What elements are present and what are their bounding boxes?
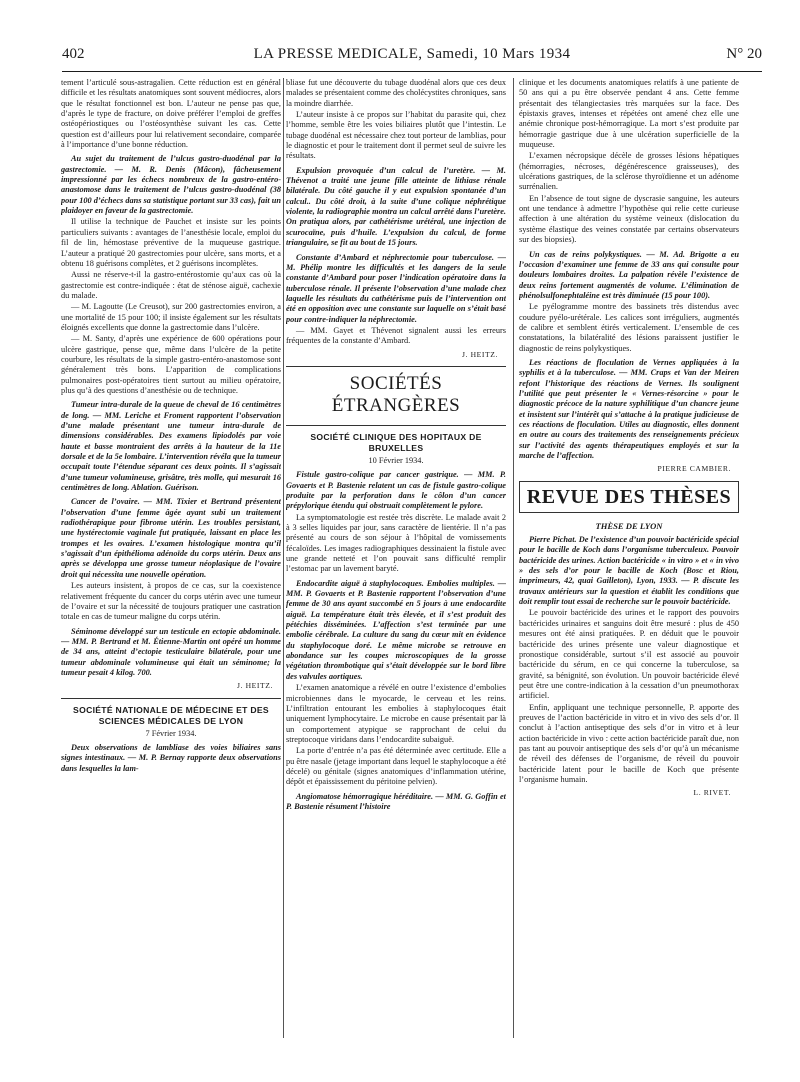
paragraph: L’examen nécropsique décèle de grosses lésions hépatiques (hémorragies, nécroses, dégénérescence graisseuses), des ulcérations gastriques, de la sclérose thyroïdienne et un adénome surrénalien. <box>519 151 739 192</box>
page-number: 402 <box>62 46 85 62</box>
society-date: 10 Février 1934. <box>368 455 424 465</box>
article-paragraph: Au sujet du traitement de l’ulcus gastro-duodénal par la gastrectomie. — M. R. Denis (Mâcon), fâcheusement impressionné par les échecs nombreux de la gastro-entéro-anastomose dans le traitement de l’ulcus gastro-duodénal (38 pour 100 d’échecs dans sa statistique portant sur 33 cas), fait un plaidoyer en faveur de la gastrectomie. <box>61 154 281 216</box>
paragraph: clinique et les documents anatomiques relatifs à une patiente de 50 ans qui a pu être observée pendant 4 ans. Cette femme présentait des télangiectasies très marquées sur la face. Des épistaxis graves, intenses et répétées ont amené chez elle une anémie chronique post-hémorragique. La mort s’est produite par hémorragie gastrique due à une ulcération superficielle de la muqueuse. <box>519 78 739 150</box>
signature: PIERRE CAMBIER. <box>657 464 731 474</box>
paragraph: La porte d’entrée n’a pas été déterminée avec certitude. Elle a pu être nasale (jetage important dans lequel le staphylocoque a été décelé) ou génitale (signes anatomiques d’inflammation utérine, dépôt et épaississement du péritoine pelvien). <box>286 746 506 787</box>
society-title: SOCIÉTÉ CLINIQUE DES HOPITAUX DE BRUXELLES <box>310 431 482 453</box>
article-paragraph: Constante d’Ambard et néphrectomie pour tuberculose. — M. Phélip montre les difficultés et les dangers de la seule constante d’Ambard pour poser l’indication opératoire dans la tuberculose rénale. Il présente l’observation d’une malade chez laquelle les résultats du cathétérisme puis de l’intervention ont été en opposition avec une constante sur laquelle on s’était basé pour contre-indiquer la néphrectomie. <box>286 252 506 324</box>
paragraph: Le pouvoir bactéricide des urines et le rapport des pouvoirs bactéricides urinaires et sanguins doit être mesuré : plus de 450 mesures ont été ainsi pratiquées. P. en déduit que le pouvoir bactéricide des urines présente une valeur diagnostique et pronostique considérable, surtout s’il est associé au pouvoir bactéricide du sérum, en ce qui concerne la tuberculose, sa gravité, sa bénignité, son évolution. Un pouvoir bactéricide élevé peut être une contre-indication à la cessation d’un pneumothorax artificiel. <box>519 608 739 701</box>
paragraph: Les auteurs insistent, à propos de ce cas, sur la coexistence relativement fréquente du cancer du corps utérin avec une tumeur de l’ovaire et sur la nécessité de toujours pratiquer une castration totale en cas de tumeur maligne du corps utérin. <box>61 581 281 622</box>
signature: L. RIVET. <box>693 788 731 798</box>
paragraph: Aussi ne réserve-t-il la gastro-entérostomie qu’aux cas où la gastrectomie est contre-indiquée : état de sténose aiguë, cachexie du malade. <box>61 270 281 300</box>
section-heading: SOCIÉTÉS ÉTRANGÈRES <box>331 372 461 416</box>
column-rule-right <box>513 78 514 1038</box>
society-date: 7 Février 1934. <box>145 728 197 738</box>
paragraph: Le pyélogramme montre des bassinets très distendus avec coudure pyélo-urétérale. Les calices sont irréguliers, augmentés de calibre et semblent étirés verticalement. L’ensemble de ces constatations, la bilatéralité des lésions paraissent justifier le diagnostic de reins polykystiques. <box>519 302 739 353</box>
paragraph: En l’absence de tout signe de dyscrasie sanguine, les auteurs ont une tendance à admettre l’hypothèse qui relie cette curieuse affection à une altération du système veineux (dislocation du système élastique des veines constatée par certains observateurs sur des biopsies). <box>519 193 739 245</box>
section-heading: REVUE DES THÈSES <box>519 481 739 513</box>
paragraph: tement l’articulé sous-astragalien. Cette réduction est en général difficile et les résultats anatomiques sont souvent médiocres, alors que le résultat fonctionnel est bon. L’auteur ne pense pas que, d’après le type de fracture, on doive préférer l’emploi de greffes ostéopériostiques ou l’ostéosynthèse suivant les cas. Cette question est d’ailleurs pour lui relativement secondaire, comparée à l’importance d’une bonne réduction. <box>61 78 281 150</box>
article-paragraph: Pierre Pichat. De l’existence d’un pouvoir bactéricide spécial pour le bacille de Koch dans l’organisme tuberculeux. Pouvoir bactéricide des urines. Action bactéricide « in vitro » et « in vivo » des sels d’or pour le bacille de Koch (Bosc et Riou, imprimeurs, 42, quai Gailleton), Lyon, 1933. — P. discute les travaux antérieurs sur la question et établit les conditions que doit remplir tout essai de recherche sur le pouvoir bactéricide. <box>519 535 739 607</box>
article-paragraph: Endocardite aiguë à staphylocoques. Embolies multiples. — MM. P. Govaerts et P. Bastenie rapportent l’observation d’une femme de 30 ans ayant succombé en 5 jours à une endocardite aiguë. La température était très élevée, et il s’est produit des pétéchies disséminées. L’affection s’est terminée par une embolie cérébrale. La culture du sang du cœur mit en évidence du staphylocoque doré. Le même microbe se retrouve en abondance sur les coupes microscopiques de la grosse végétation thrombotique qui s’était développée sur le bord libre des valvules aortiques. <box>286 578 506 681</box>
paragraph: L’auteur insiste à ce propos sur l’habitat du parasite qui, chez l’homme, semble être les voies biliaires plutôt que l’intestin. Le tubage duodénal est nécessaire chez tout porteur de lamblias, pour le diagnostic et pour le traitement dont il permet seul de suivre les résultats. <box>286 110 506 161</box>
issue-number: N° 20 <box>726 46 762 62</box>
column-2 <box>286 78 506 1058</box>
column-rule-left <box>283 78 284 1038</box>
divider <box>61 698 281 699</box>
paragraph: L’examen anatomique a révélé en outre l’existence d’embolies microbiennes dans le myocarde, le cerveau et les reins. L’infiltration entourant les embolies à staphylocoques était uniquement lymphocytaire. Le microbe en cause présentait par là un comportement atypique se rapprochant de celui du streptocoque viridans dans l’endocardite subaiguë. <box>286 683 506 744</box>
column-3 <box>519 78 739 1058</box>
paragraph: — MM. Gayet et Thévenot signalent aussi les erreurs fréquentes de la constante d’Ambard. <box>286 325 506 346</box>
article-paragraph: Un cas de reins polykystiques. — M. Ad. Brigotte a eu l’occasion d’examiner une femme de 33 ans qui consulte pour douleurs lombaires droites. La palpation révèle l’existence de deux reins fortement augmentés de volume. L’élimination de phénolsulfonephtaléine est très diminuée (15 pour 100). <box>519 249 739 300</box>
page-header <box>62 46 762 72</box>
article-paragraph: Les réactions de floculation de Vernes appliquées à la syphilis et à la tuberculose. — MM. Craps et Van der Meiren refont l’historique des réactions de Vernes. Ils soulignent l’utilité que peut présenter le « Vernes-résorcine » pour le diagnostic précoce de la nature syphilitique d’un chancre jeune et insistent sur l’intérêt qui s’attache à la pratique judicieuse de ces réactions de floculation. Utiles au diagnostic, elles donnent en outre au cours des traitements des renseignements précieux sur l’activité des agents thérapeutiques employés et sur la marche de l’affection. <box>519 357 739 461</box>
paragraph: La symptomatologie est restée très discrète. Le malade avait 2 à 3 selles liquides par jour, sans caractère de lientérie. Il n’a pas présenté au cours de son séjour à l’hôpital de vomissements fécaloïdes. Les images radiographiques dessinaient la fistule avec une grande netteté et l’on pouvait sans difficulté remplir l’estomac par un lavement baryté. <box>286 512 506 574</box>
article-paragraph: Angiomatose hémorragique héréditaire. — MM. G. Goffin et P. Bastenie résument l’histoire <box>286 791 506 811</box>
article-paragraph: Séminome développé sur un testicule en ectopie abdominale. — MM. P. Bertrand et M. Étienne-Martin ont opéré un homme de 34 ans, atteint d’ectopie testiculaire bilatérale, pour une tumeur abdominale volumineuse qui était un séminome; la tumeur pesait 4 kilog. 700. <box>61 626 281 677</box>
these-title: THÈSE DE LYON <box>595 520 663 531</box>
article-paragraph: Tumeur intra-durale de la queue de cheval de 16 centimètres de long. — MM. Leriche et Froment rapportent l’observation d’une malade présentant une tumeur intra-durale de dimensions considérables. Des examens lipiodolés par voie haute et basse montraient des arrêts à la hauteur de la 11e dorsale et de la 5e lombaire. L’intervention révéla que la tumeur occupait toute l’étendue séparant ces deux points. Il s’agissait d’une tumeur volumineuse, grisâtre, très molle, qui mesurait 16 centimètres de long. Ablation. Guérison. <box>61 400 281 493</box>
paragraph: Il utilise la technique de Pauchet et insiste sur les points particuliers suivants : avantages de l’anesthésie locale, emploi du fil de lin, hémostase préventive de la muqueuse gastrique. L’auteur a pratiqué 20 gastrectomies pour ulcère, sans morts, et a obtenu 18 guérisons complètes, et 2 guérisons incomplètes. <box>61 217 281 268</box>
signature: J. HEITZ. <box>237 681 273 691</box>
paragraph: Enfin, appliquant une technique personnelle, P. apporte des preuves de l’action bactéricide in vitro et in vivo des sels d’or. Il conclut à l’action antiseptique des sels d’or in vitro et à leur action bactéricide in vivo : cette action bactéricide paraît due, non pas tant au pouvoir antiseptique des sels d’or qu’à un mécanisme de réveil des défenses de l’organisme, de réveil du pouvoir bactéricide latent pour le bacille de Koch que présente l’organisme humain. <box>519 702 739 784</box>
society-title: SOCIÉTÉ NATIONALE DE MÉDECINE ET DES SCIENCES MÉDICALES DE LYON <box>73 704 269 726</box>
divider <box>286 366 506 367</box>
paragraph: bliase fut une découverte du tubage duodénal alors que ces deux malades se présentaient comme des cholécystites chroniques, sans la moindre diarrhée. <box>286 78 506 108</box>
article-paragraph: Cancer de l’ovaire. — MM. Tixier et Bertrand présentent l’observation d’une femme âgée ayant subi un traitement radiothérapique pour fibrome utérin. Les troubles persistant, une hystérectomie vaginale fut pratiquée, laissant en place les trompes et les ovaires. L’examen histologique montra qu’il s’agissait d’un épithélioma adénoïde du corps utérin. Deux ans après se développa une grosse tumeur néoplasique de l’ovaire droit qui nécessita une nouvelle opération. <box>61 497 281 579</box>
article-paragraph: Fistule gastro-colique par cancer gastrique. — MM. P. Govaerts et P. Bastenie relatent un cas de fistule gastro-colique produite par la perforation dans le côlon d’un cancer prépylorique étendu qui obstruait complètement le pylore. <box>286 470 506 511</box>
signature: J. HEITZ. <box>462 349 498 359</box>
column-1 <box>61 78 281 1058</box>
journal-title: LA PRESSE MEDICALE, Samedi, 10 Mars 1934 <box>253 46 571 62</box>
article-paragraph: Deux observations de lambliase des voies biliaires sans signes intestinaux. — M. P. Bernay rapporte deux observations dans lesquelles la lam- <box>61 742 281 773</box>
article-paragraph: Expulsion provoquée d’un calcul de l’uretère. — M. Thévenot a traité une jeune fille atteinte de lithiase rénale bilatérale. Du côté gauche il y eut expulsion spontanée d’un calcul.. Du côté droit, à la suite d’une colique néphrétique violente, la radiographie montra un calcul arrêté dans l’uretère. On pratiqua alors, par cathétérisme urétéral, une injection de scurocaïne, puis d’huile. L’expulsion du calcul, de forme triangulaire, se fit au bout de 15 jours. <box>286 165 506 248</box>
divider <box>286 425 506 426</box>
paragraph: — M. Santy, d’après une expérience de 600 opérations pour ulcère gastrique, pense que, même dans l’ulcère de la petite courbure, les résultats de la simple gastro-entéro-anastomose sont généralement très bons. L’apparition de complications pulmonaires post-opératoires tient surtout au milieu opératoire, plus qu’à des questions d’anesthésie ou de technique. <box>61 334 281 395</box>
paragraph: — M. Lagoutte (Le Creusot), sur 200 gastrectomies environ, a une mortalité de 15 pour 100; il insiste également sur les résultats éloignés excellents que donne la gastrectomie dans l’ulcère. <box>61 302 281 332</box>
